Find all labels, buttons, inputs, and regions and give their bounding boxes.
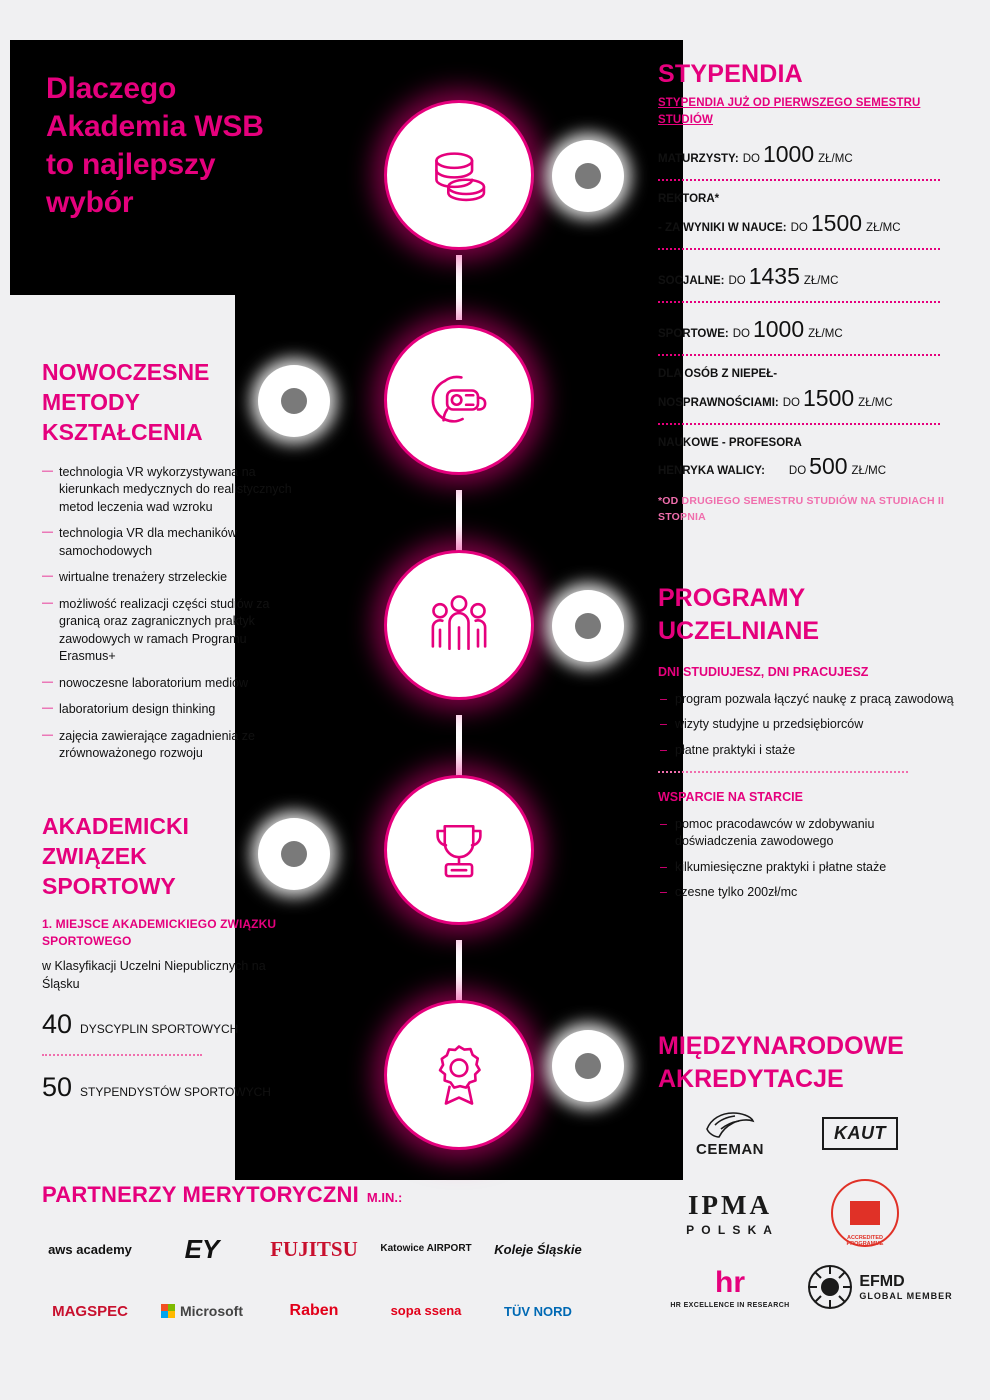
ipma-logo-text: IPMA xyxy=(688,1189,772,1220)
azs-stat-scholars xyxy=(42,1072,292,1103)
connector-4 xyxy=(456,940,462,1005)
katowice-airport-logo xyxy=(370,1243,482,1255)
katowice-airport-logo-text: Katowice AIRPORT xyxy=(380,1243,472,1254)
magspec-logo-text: MAGSPEC xyxy=(52,1302,128,1320)
stypendia-label: NAUKOWE - PROFESORA xyxy=(658,436,802,449)
sopa-ssena-logo xyxy=(370,1304,482,1318)
stypendia-row-sportowe xyxy=(658,314,958,345)
stypendia-unit: ZŁ/MC xyxy=(851,465,887,478)
stypendia-row-naukowe xyxy=(658,436,958,483)
efmd-logo-subtext: GLOBAL MEMBER xyxy=(859,1291,953,1301)
azs-description: w Klasyfikacji Uczelni Niepublicznych na Śląsku xyxy=(42,959,266,991)
knob-right-3 xyxy=(552,1030,624,1102)
list-item: – program pozwala łączyć naukę z pracą zawodową xyxy=(658,691,958,708)
title-line-1: Dlaczego xyxy=(46,72,177,105)
divider-dots xyxy=(658,248,940,250)
list-item: — wirtualne trenażery strzeleckie xyxy=(42,569,292,587)
divider-dots xyxy=(658,354,940,356)
list-item: — nowoczesne laboratorium mediów xyxy=(42,675,292,693)
page-title xyxy=(46,70,346,222)
fujitsu-logo-text: FUJITSU xyxy=(270,1236,358,1261)
partner-logo-row xyxy=(34,1280,594,1342)
vr-headset-icon xyxy=(384,325,534,475)
stypendia-amount: 1500 xyxy=(803,384,855,411)
divider-dots xyxy=(658,771,908,773)
ipma-polska-logo xyxy=(665,1183,795,1243)
title-line-4: wybór xyxy=(46,186,134,220)
knob-right-2 xyxy=(552,590,624,662)
stypendia-row-niepelnosprawni xyxy=(658,367,958,414)
partnerzy-heading-row xyxy=(42,1182,402,1208)
aws-academy-logo xyxy=(34,1242,146,1257)
stypendia-footnote: *OD DRUGIEGO SEMESTRU STUDIÓW NA STUDIACH II STOPNIA xyxy=(658,495,945,523)
knob-right-1 xyxy=(552,140,624,212)
stypendia-subheading: STYPENDIA JUŻ OD PIERWSZEGO SEMESTRU STUDIÓW xyxy=(658,97,921,126)
list-item: — technologia VR wykorzystywana na kierunkach medycznych do realistycznych metod leczenia wad wzroku xyxy=(42,464,292,517)
programy-uczelniane-section xyxy=(658,582,958,909)
heading-line-3: KSZTAŁCENIA xyxy=(42,418,203,445)
heading-line-1: NOWOCZESNE xyxy=(42,359,210,385)
stypendia-do: DO xyxy=(728,274,746,287)
azs-stat-disciplines xyxy=(42,1009,292,1040)
ey-logo-text: EY xyxy=(184,1233,220,1264)
accredited-programme-logo xyxy=(815,1177,915,1249)
akredytacje-logo-grid xyxy=(655,1105,975,1325)
stypendia-unit: ZŁ/MC xyxy=(818,153,853,166)
connector-2 xyxy=(456,490,462,555)
akredytacje-section xyxy=(658,1030,968,1096)
award-rosette-icon xyxy=(384,1000,534,1150)
coins-icon xyxy=(384,100,534,250)
list-item: – czesne tylko 200zł/mc xyxy=(658,884,958,901)
stypendia-label: REKTORA* xyxy=(658,193,720,206)
stypendia-section xyxy=(658,60,958,526)
partnerzy-heading: PARTNERZY MERYTORYCZNI xyxy=(42,1182,359,1207)
list-item: — laboratorium design thinking xyxy=(42,701,292,719)
partner-logo-row xyxy=(34,1218,594,1280)
microsoft-logo-text: Microsoft xyxy=(180,1303,243,1319)
sopa-ssena-logo-text: sopa ssena xyxy=(390,1302,462,1318)
partner-logo-grid xyxy=(34,1218,594,1342)
stypendia-unit: ZŁ/MC xyxy=(866,221,901,234)
microsoft-squares-icon xyxy=(161,1304,175,1318)
aws-academy-logo-text: aws academy xyxy=(48,1241,132,1257)
programy-group1-list xyxy=(658,691,958,759)
heading-line-2: UCZELNIANE xyxy=(658,617,820,645)
stypendia-label: SOCJALNE: xyxy=(658,274,725,287)
stypendia-do: DO xyxy=(788,465,807,478)
stypendia-amount: 1000 xyxy=(762,141,815,168)
programy-group2-list xyxy=(658,816,958,901)
ipma-logo-subtext: P O L S K A xyxy=(686,1222,774,1237)
stypendia-row-maturzysty xyxy=(658,139,958,170)
efmd-global-logo xyxy=(805,1255,955,1319)
ceeman-logo-text: CEEMAN xyxy=(695,1140,764,1158)
stypendia-sublabel: - ZA WYNIKI W NAUCE: xyxy=(658,221,787,234)
heading-line-2: METODY xyxy=(42,388,140,415)
stat-label: STYPENDYSTÓW SPORTOWYCH xyxy=(80,1085,271,1100)
stypendia-do: DO xyxy=(732,328,750,340)
stypendia-sublabel: NOSPRAWNOŚCIAMI: xyxy=(658,396,779,409)
microsoft-logo xyxy=(146,1303,258,1319)
stat-number: 40 xyxy=(42,1009,73,1040)
divider-dots xyxy=(658,423,940,425)
heading-line-1: PROGRAMY xyxy=(658,584,806,612)
stypendia-unit: ZŁ/MC xyxy=(858,396,893,409)
people-group-icon xyxy=(384,550,534,700)
ceeman-logo xyxy=(675,1105,785,1161)
programy-group2-title: WSPARCIE NA STARCIE xyxy=(658,789,803,804)
fujitsu-logo xyxy=(258,1237,370,1262)
akredytacje-heading xyxy=(658,1030,968,1096)
stypendia-label: MATURZYSTY: xyxy=(658,153,739,166)
list-item: — zajęcia zawierające zagadnienia ze zrównoważonego rozwoju xyxy=(42,728,292,763)
title-line-3: to najlepszy xyxy=(46,148,216,182)
list-item: — możliwość realizacji części studiów za granicą oraz zagranicznych praktyk zawodowych w ramach Programu Erasmus+ xyxy=(42,596,292,666)
raben-logo xyxy=(258,1302,370,1320)
partnerzy-heading-suffix: M.IN.: xyxy=(366,1190,403,1205)
stypendia-do: DO xyxy=(790,221,808,234)
list-item: – wizyty studyjne u przedsiębiorców xyxy=(658,716,958,733)
kaut-logo xyxy=(805,1109,915,1157)
divider-dots xyxy=(658,301,940,303)
stypendia-label: DLA OSÓB Z NIEPEŁ- xyxy=(658,368,778,381)
efmd-mark-icon xyxy=(807,1264,853,1310)
heading-line-3: SPORTOWY xyxy=(42,872,176,899)
stypendia-heading: STYPENDIA xyxy=(658,60,803,88)
kaut-logo-text: KAUT xyxy=(822,1117,898,1150)
azs-heading xyxy=(42,812,292,902)
stat-number: 50 xyxy=(42,1072,73,1103)
stypendia-label: SPORTOWE: xyxy=(658,328,729,340)
heading-line-1: AKADEMICKI xyxy=(42,813,189,839)
connector-3 xyxy=(456,715,462,780)
title-line-2: Akademia WSB xyxy=(46,110,264,144)
ceeman-mark-icon xyxy=(703,1109,757,1139)
stypendia-unit: ZŁ/MC xyxy=(808,328,843,340)
magspec-logo xyxy=(34,1303,146,1320)
tuv-nord-logo-text: TÜV NORD xyxy=(504,1303,572,1319)
connector-1 xyxy=(456,255,462,320)
programy-heading xyxy=(658,582,958,648)
azs-subheading: 1. MIEJSCE AKADEMICKIEGO ZWIĄZKU SPORTOWEGO xyxy=(42,916,277,949)
nowoczesne-heading xyxy=(42,358,292,448)
stypendia-row-rektora xyxy=(658,192,958,239)
heading-line-2: ZWIĄZEK xyxy=(42,842,147,869)
heading-line-1: MIĘDZYNARODOWE xyxy=(658,1032,904,1060)
hr-logo-text: hr xyxy=(715,1265,745,1299)
divider-dots xyxy=(658,179,940,181)
list-item: — technologia VR dla mechaników samochodowych xyxy=(42,525,292,560)
tuv-nord-logo xyxy=(482,1304,594,1319)
trophy-icon xyxy=(384,775,534,925)
koleje-slaskie-logo xyxy=(482,1242,594,1257)
list-item: – kilkumiesięczne praktyki i płatne staże xyxy=(658,859,958,876)
stypendia-amount: 1435 xyxy=(748,262,800,289)
list-item: – pomoc pracodawców w zdobywaniu doświadczenia zawodowego xyxy=(658,816,958,851)
ey-logo xyxy=(146,1234,258,1265)
koleje-slaskie-logo-text: Koleje Śląskie xyxy=(494,1241,582,1257)
programy-group1-title: DNI STUDIUJESZ, DNI PRACUJESZ xyxy=(658,665,869,679)
stypendia-do: DO xyxy=(782,396,800,409)
raben-logo-text: Raben xyxy=(289,1302,339,1320)
efmd-logo-text: EFMD xyxy=(859,1273,905,1290)
stypendia-do: DO xyxy=(742,153,760,166)
stypendia-unit: ZŁ/MC xyxy=(803,274,839,287)
nowoczesne-bullet-list xyxy=(42,464,292,763)
azs-section xyxy=(42,812,292,1103)
heading-line-2: AKREDYTACJE xyxy=(658,1065,844,1093)
hr-logo-subtext: HR EXCELLENCE IN RESEARCH xyxy=(670,1301,790,1309)
nowoczesne-metody-section xyxy=(42,358,292,772)
divider-dots xyxy=(42,1054,202,1056)
stypendia-row-socjalne xyxy=(658,261,958,292)
accredited-programme-text: ACCREDITED PROGRAMME xyxy=(846,1234,884,1247)
stypendia-amount: 1000 xyxy=(752,316,805,342)
stypendia-amount: 500 xyxy=(809,453,848,480)
stypendia-sublabel: HENRYKA WALICY: xyxy=(658,465,765,478)
stat-label: DYSCYPLIN SPORTOWYCH xyxy=(80,1022,239,1037)
stypendia-amount: 1500 xyxy=(810,209,863,236)
hr-excellence-logo xyxy=(665,1257,795,1317)
list-item: – płatne praktyki i staże xyxy=(658,742,958,759)
